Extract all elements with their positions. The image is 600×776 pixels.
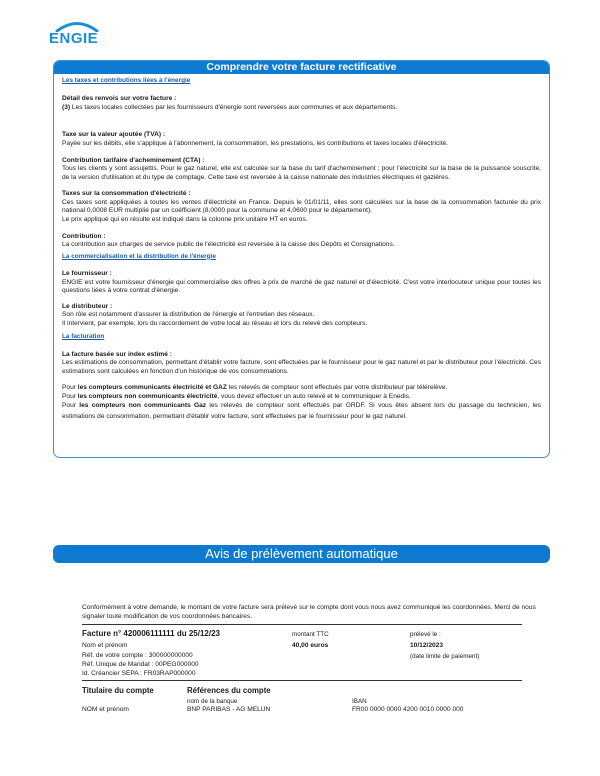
section-facturation-link[interactable]: La facturation [62, 333, 105, 341]
contribution-title: Contribution : [62, 232, 106, 240]
id-creancier: Id. Créancier SEPA : FR03RAP000000 [82, 670, 196, 677]
titulaire-header: Titulaire du compte [82, 686, 154, 695]
distributeur-title: Le distributeur : [62, 302, 113, 310]
divider-top [82, 624, 522, 625]
tce-text-2: Le prix appliqué qui en résulte est indiqué dans la colonne prix unitaire HT en euros. [62, 215, 308, 223]
renvois-desc: Les taxes locales collectées par les fournisseurs d'énergie sont reversées aux communes et aux départements. [71, 103, 398, 111]
renvois-number: (3) [62, 103, 71, 111]
distributeur-text-1: Son rôle est notamment d'assurer la distribution de l'énergie et l'entretien des réseaux. [62, 311, 315, 319]
engie-logo [49, 20, 113, 46]
iban-value: FR00 0000 0000 4200 0010 0000 000 [352, 706, 464, 713]
banque-label: nom de la banque [187, 698, 238, 705]
tce-text: Ces taxes sont appliquées à toutes les ventes d'électricité en France. Depuis le 01/01/11, elles sont calculées sur la base de la consommation facturée du prix national 0,0008 EUR multiplié par un coéfficient (8,0000 pour la commune et 4,0600 pour le département). [62, 198, 541, 215]
fournisseur-text: ENGIE est votre fournisseur d'énergie qui commercialise des offres à prix de marché de gaz naturel et d'électricité. C'est votre interlocuteur unique pour toutes les questions liées à votre contrat d'énergie. [62, 278, 541, 295]
index-estime-text: Les estimations de consommation, permettant d'établir votre facture, sont effectuées par le fournisseur pour le gaz naturel et par le distributeur pour l'électricité. Ces estimations sont calculées en fonction d'un historique de vos consommations. [62, 359, 541, 375]
tva-title: Taxe sur la valeur ajoutée (TVA) : [62, 131, 166, 139]
preleve-label: prélevé le : [410, 631, 441, 638]
explain-content [54, 74, 549, 423]
section-taxes-link[interactable]: Les taxes et contributions liées à l'énergie [62, 77, 191, 84]
cta-text: Tous les clients y sont assujettis. Pour le gaz naturel, elle est calculée sur la base du tarif d'acheminement ; pour l'électricité sur la base de la puissance souscrite, de la version d'utilisation et du type de comptage. Cette taxe est reversée à la caisse nationale des industries électriques et gazières. [62, 165, 541, 181]
tce-title: Taxes sur la consommation d'électricité : [62, 190, 191, 198]
explain-box [53, 60, 550, 458]
facture-number: Facture n° 420006111111 du 25/12/23 [82, 629, 220, 638]
compteurs-non-communicants-gaz-text: Pour les compteurs non communicants Gaz les relevés de compteur sont effectués par GRDF. Si vous êtes absent lors du passage du technicien, les estimations de consommation, permettant d'établir votre facture, sont effectuées par le fournisseur pour le gaz naturel. [62, 402, 541, 421]
ref-compte: Réf. de votre compte : 300000000000 [82, 652, 193, 659]
distributeur-text-2: Il intervient, par exemple, lors du raccordement de votre local au réseau et lors du relevé des compteurs. [62, 319, 368, 327]
logo-text: ENGIE [49, 30, 99, 47]
titulaire-value: NOM et prénom [82, 706, 129, 713]
montant-label: montant TTC [292, 631, 329, 638]
preleve-value: 10/12/2023 [410, 642, 444, 649]
references-header: Références du compte [187, 686, 271, 695]
compteurs-communicants-text: Pour les compteurs communicants électricité et GAZ les relevés de compteur sont effectués par votre distributeur par télérelève. [62, 384, 448, 392]
index-estime-title: La facture basée sur index estimé : [62, 350, 172, 358]
montant-value: 40,00 euros [292, 642, 329, 649]
renvois-title: Détail des renvois sur votre facture : [62, 95, 177, 103]
cta-title: Contribution tarifaire d'acheminement (CTA) : [62, 156, 205, 164]
ref-mandat: Réf. Unique de Mandat : 00PEG000000 [82, 661, 199, 668]
renvois-text [62, 104, 541, 113]
banque-value: BNP PARIBAS - AG MELUN [187, 706, 271, 713]
divider-bottom [82, 680, 522, 681]
avis-title: Avis de prélèvement automatique [53, 545, 550, 563]
explain-title: Comprendre votre facture rectificative [54, 61, 549, 74]
nom-prenom: Nom et prénom [82, 642, 128, 649]
contribution-text: La contribution aux charges de service public de l'électricité est reversée à la caisse des Dépôts et Consignations. [62, 241, 395, 249]
section-commercialisation-link[interactable]: La commercialisation et la distribution de l'énergie [62, 252, 216, 260]
fournisseur-title: Le fournisseur : [62, 269, 112, 277]
tva-text: Payée sur les débits, elle s'applique à l'abonnement, la consommation, les prestations, les contributions et taxes locales d'électricité. [62, 140, 449, 148]
avis-intro: Conformément à votre demande, le montant de votre facture sera prélevé sur le compte dont vous nous avez communiqué les coordonnées. Merci de nous signaler toute modification de vos coordonnées bancaires. [82, 604, 536, 620]
compteurs-non-communicants-elec-text: Pour les compteurs non communicants électricité, vous devez effectuer un auto relevé et le communiquer à Enedis. [62, 392, 411, 400]
date-limite-note: (date limite de paiement) [410, 653, 480, 660]
iban-label: IBAN [352, 698, 367, 705]
